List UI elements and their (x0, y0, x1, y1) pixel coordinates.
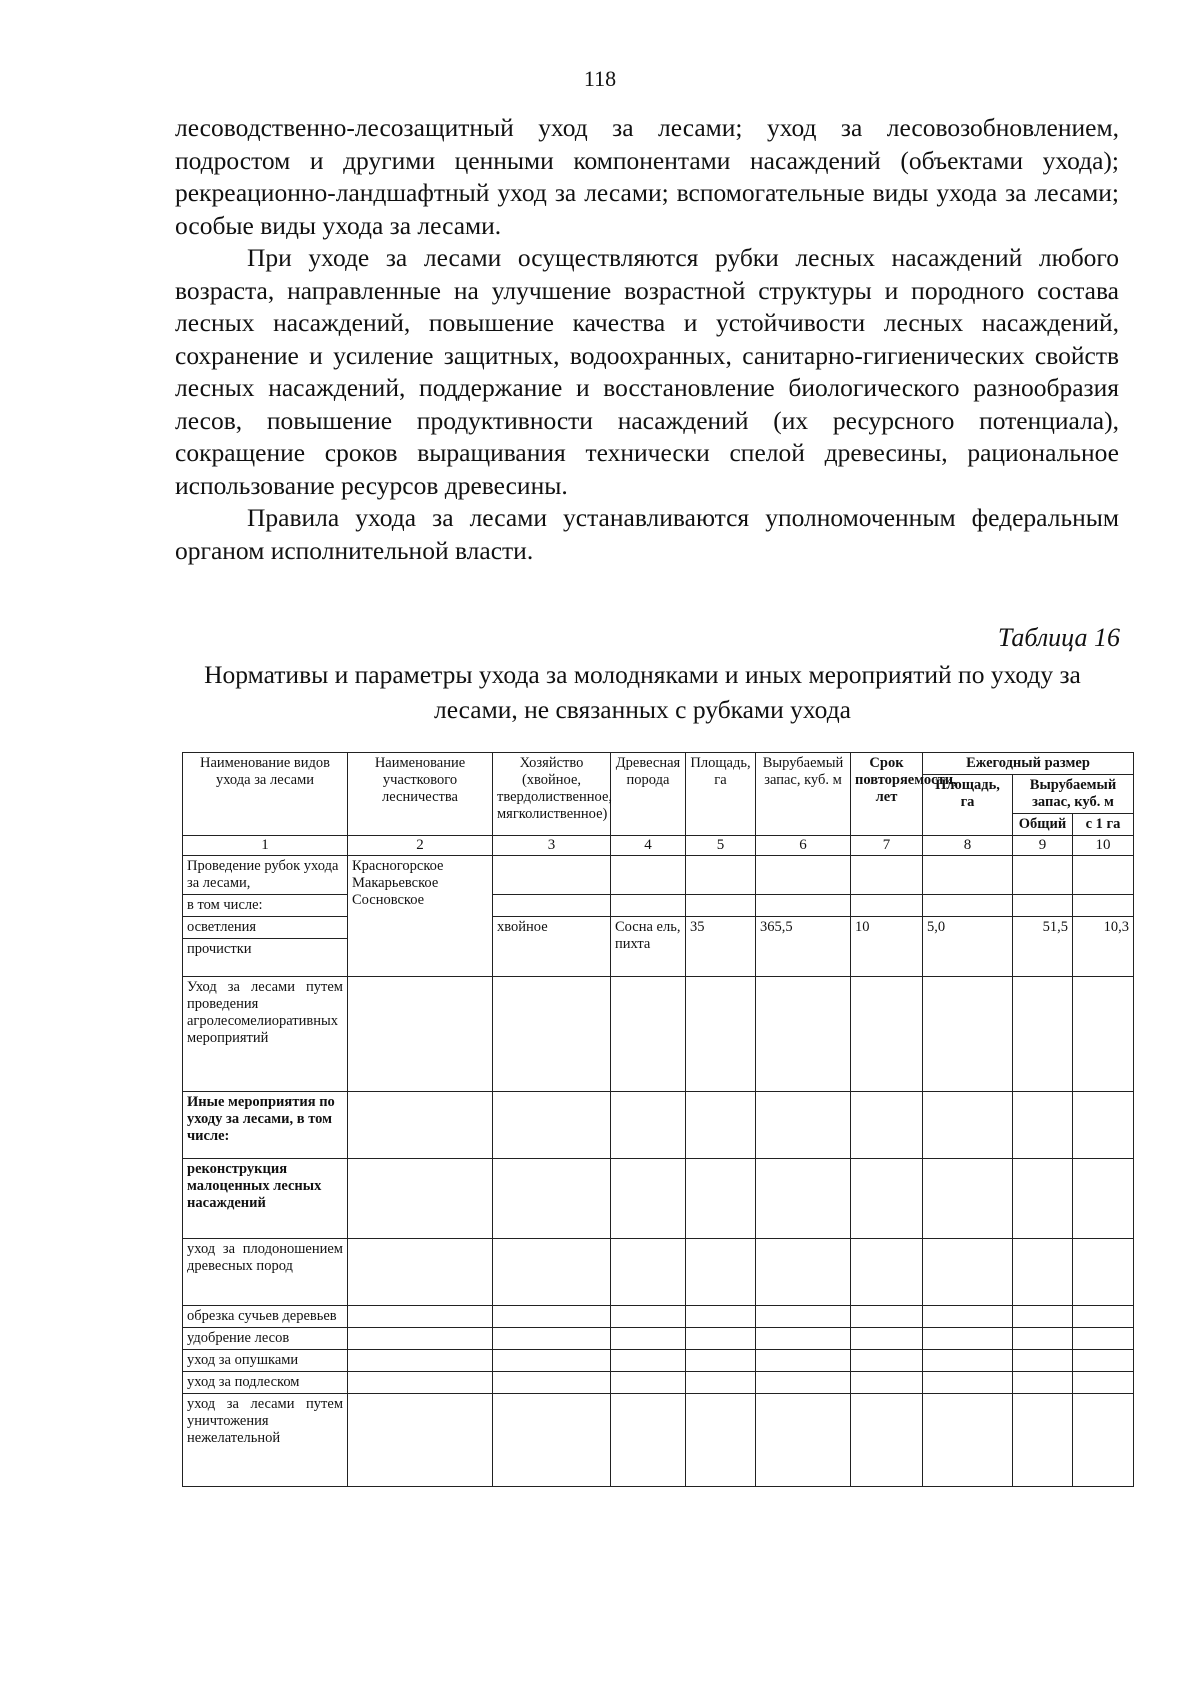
header-care-type: Наименование видов ухода за лесами (183, 753, 348, 836)
table-row (183, 917, 1134, 939)
header-annual-size: Ежегодный размер (923, 753, 1134, 775)
row-unwanted-removal: уход за лесами путем уничтожения нежелательной (183, 1394, 348, 1487)
cell-annual-area: 5,0 (923, 917, 1013, 977)
cell-period: 10 (851, 917, 923, 977)
row-thinning: Проведение рубок ухода за лесами, (183, 856, 348, 895)
cell-economy: хвойное (493, 917, 611, 977)
row-fruiting-care: уход за плодоношением древесных пород (183, 1239, 348, 1306)
table-row (183, 1239, 1134, 1306)
header-annual-volume: Вырубаемый запас, куб. м (1013, 775, 1134, 814)
row-reconstruction: реконструкция малоценных лесных насаждений (183, 1159, 348, 1239)
forestry-names: Красногорское Макарьевское Сосновское (348, 856, 493, 977)
header-economy: Хозяйство (хвойное, твердолиственное, мягколиственное) (493, 753, 611, 836)
paragraph-3: Правила ухода за лесами устанавливаются уполномоченным федеральным органом исполнительной власти. (175, 503, 1119, 565)
table-container (182, 752, 1133, 1487)
header-repeat-period: Срок повторяемости, лет (851, 753, 923, 836)
table-row (183, 1328, 1134, 1350)
table-title: Нормативы и параметры ухода за молодняками и иных мероприятий по уходу за лесами, не связанных с рубками ухода (204, 660, 1081, 724)
table-row (183, 1350, 1134, 1372)
table-row (183, 1159, 1134, 1239)
row-pruning: обрезка сучьев деревьев (183, 1306, 348, 1328)
col-num-1: 1 (183, 836, 348, 856)
body-text (175, 112, 1119, 567)
paragraph-2: При уходе за лесами осуществляются рубки лесных насаждений любого возраста, направленные на улучшение возрастной структуры и породного состава лесных насаждений, повышение качества и устойчивости лесных насаждений, сохранение и усиление защитных, водоохранных, санитарно-гигиенических свойств лесных насаждений, поддержание и восстановление биологического разнообразия лесов, повышение продуктивности насаждений (их ресурсного потенциала), сокращение сроков выращивания технически спелой древесины, рациональное использование ресурсов древесины. (175, 243, 1119, 500)
paragraph-1: лесоводственно-лесозащитный уход за лесами; уход за лесовозобновлением, подростом и другими ценными компонентами насаждений (объектами ухода); рекреационно-ландшафтный уход за лесами; вспомогательные виды ухода за лесами; особые виды ухода за лесами. (175, 113, 1119, 240)
norms-table (182, 752, 1134, 1487)
row-other-measures: Иные мероприятия по уходу за лесами, в том числе: (183, 1092, 348, 1159)
header-felling-volume: Вырубаемый запас, куб. м (756, 753, 851, 836)
cell-annual-total: 51,5 (1013, 917, 1073, 977)
col-num-2: 2 (348, 836, 493, 856)
row-including: в том числе: (183, 895, 348, 917)
col-num-8: 8 (923, 836, 1013, 856)
header-annual-area: Площадь, га (923, 775, 1013, 836)
header-forestry: Наименование участкового лесничества (348, 753, 493, 836)
row-undergrowth: уход за подлеском (183, 1372, 348, 1394)
table-row (183, 1092, 1134, 1159)
cell-volume: 365,5 (756, 917, 851, 977)
table-row (183, 1306, 1134, 1328)
col-num-5: 5 (686, 836, 756, 856)
table-row (183, 1394, 1134, 1487)
header-area: Площадь, га (686, 753, 756, 836)
row-lightening: осветления (183, 917, 348, 939)
table-label: Таблица 16 (997, 623, 1120, 652)
col-num-4: 4 (611, 836, 686, 856)
row-cleaning: прочистки (183, 939, 348, 977)
col-num-7: 7 (851, 836, 923, 856)
row-edges: уход за опушками (183, 1350, 348, 1372)
col-num-6: 6 (756, 836, 851, 856)
cell-annual-per-ha: 10,3 (1073, 917, 1134, 977)
row-agroforestry: Уход за лесами путем проведения агролесомелиоративных мероприятий (183, 977, 348, 1092)
cell-area: 35 (686, 917, 756, 977)
page-number: 118 (583, 66, 617, 91)
col-num-10: 10 (1073, 836, 1134, 856)
col-num-9: 9 (1013, 836, 1073, 856)
table-row (183, 1372, 1134, 1394)
table-row (183, 895, 1134, 917)
col-num-3: 3 (493, 836, 611, 856)
header-species: Древесная порода (611, 753, 686, 836)
column-number-row (183, 836, 1134, 856)
header-total: Общий (1013, 814, 1073, 836)
table-row (183, 856, 1134, 895)
row-fertilization: удобрение лесов (183, 1328, 348, 1350)
table-row (183, 977, 1134, 1092)
cell-species: Сосна ель, пихта (611, 917, 686, 977)
header-per-ha: с 1 га (1073, 814, 1134, 836)
